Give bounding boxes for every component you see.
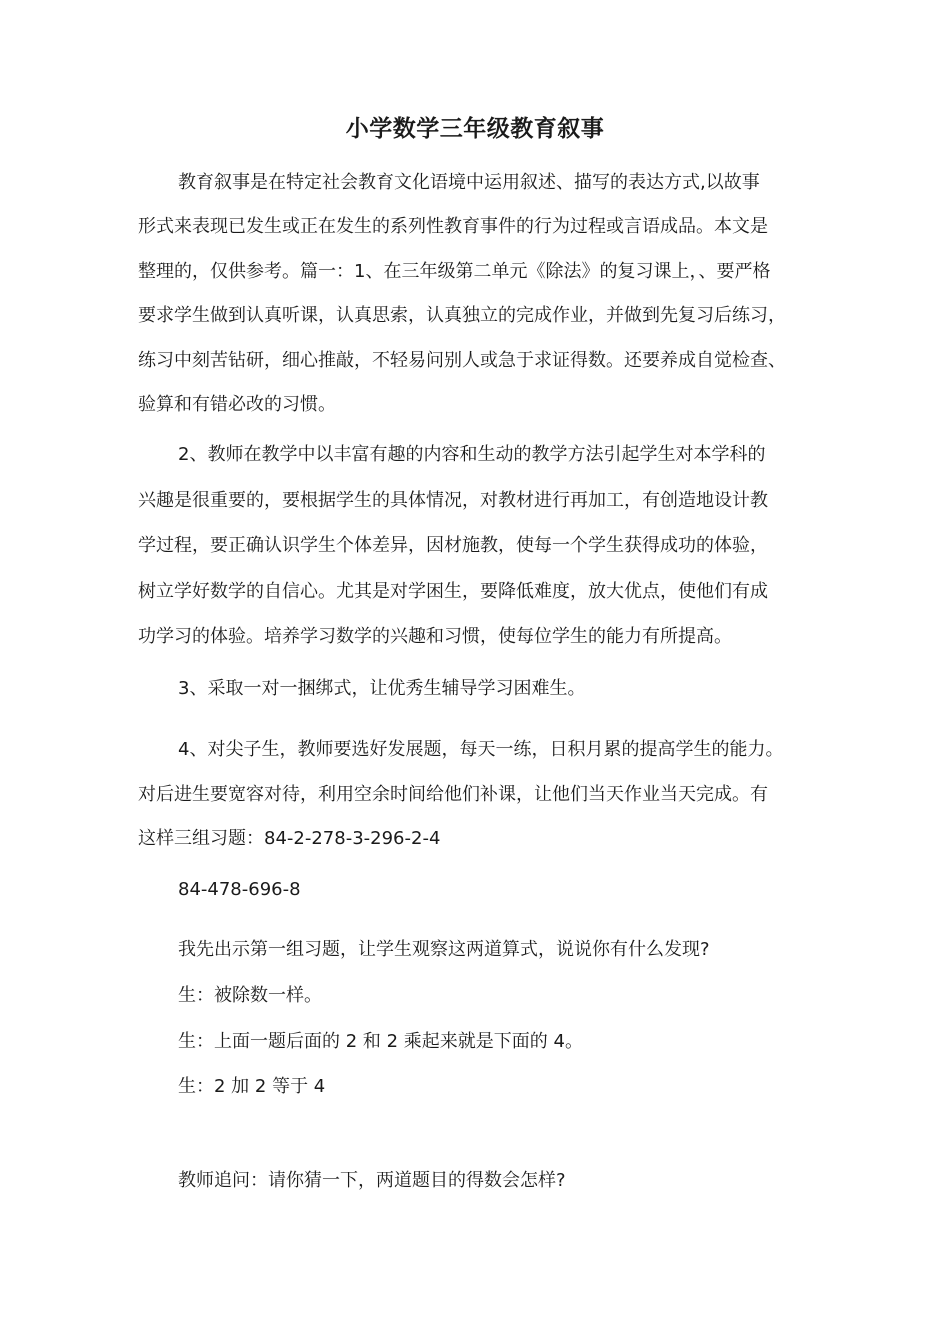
exercise-line: 84-478-696-8 xyxy=(178,879,301,900)
paragraph-line: 练习中刻苦钻研，细心推敲，不轻易问别人或急于求证得数。还要养成自觉检查、 xyxy=(138,350,786,371)
paragraph-line: 验算和有错必改的习惯。 xyxy=(138,394,336,415)
paragraph-line: 教师追问：请你猜一下，两道题目的得数会怎样? xyxy=(178,1170,566,1191)
paragraph-line: 对后进生要宽容对待，利用空余时间给他们补课，让他们当天作业当天完成。有 xyxy=(138,784,768,805)
dialogue-line: 生：被除数一样。 xyxy=(178,985,322,1006)
paragraph-line: 整理的，仅供参考。篇一：1、在三年级第二单元《除法》的复习课上，、要严格 xyxy=(138,261,771,282)
paragraph-line: 形式来表现已发生或正在发生的系列性教育事件的行为过程或言语成品。本文是 xyxy=(138,216,768,237)
paragraph-line: 功学习的体验。培养学习数学的兴趣和习惯，使每位学生的能力有所提高。 xyxy=(138,626,732,647)
paragraph-line: 树立学好数学的自信心。尤其是对学困生，要降低难度，放大优点，使他们有成 xyxy=(138,581,768,602)
document-title: 小学数学三年级教育叙事 xyxy=(345,116,605,142)
paragraph-line: 要求学生做到认真听课，认真思索，认真独立的完成作业，并做到先复习后练习， xyxy=(138,305,786,326)
dialogue-line: 生：上面一题后面的 2 和 2 乘起来就是下面的 4。 xyxy=(178,1031,583,1052)
paragraph-line: 兴趣是很重要的，要根据学生的具体情况，对教材进行再加工，有创造地设计教 xyxy=(138,490,768,511)
dialogue-line: 生：2 加 2 等于 4 xyxy=(178,1076,326,1097)
paragraph-line: 教育叙事是在特定社会教育文化语境中运用叙述、描写的表达方式,以故事 xyxy=(178,172,760,193)
paragraph-line: 我先出示第一组习题，让学生观察这两道算式，说说你有什么发现? xyxy=(178,939,710,960)
paragraph-line: 3、采取一对一捆绑式，让优秀生辅导学习困难生。 xyxy=(178,678,586,699)
paragraph-line: 学过程，要正确认识学生个体差异，因材施教，使每一个学生获得成功的体验， xyxy=(138,535,768,556)
paragraph-line: 这样三组习题：84-2-278-3-296-2-4 xyxy=(138,828,441,849)
paragraph-line: 4、对尖子生，教师要选好发展题，每天一练，日积月累的提高学生的能力。 xyxy=(178,739,784,760)
paragraph-line: 2、教师在教学中以丰富有趣的内容和生动的教学方法引起学生对本学科的 xyxy=(178,444,766,465)
